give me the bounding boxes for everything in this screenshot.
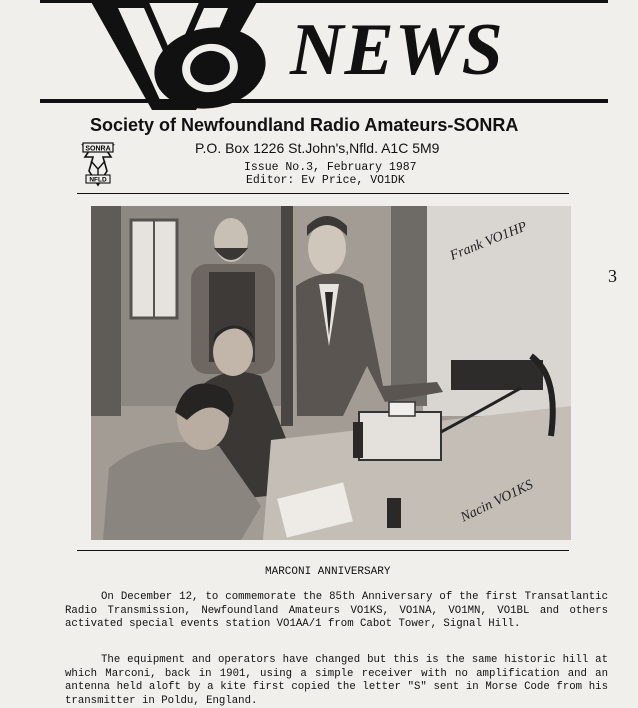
paragraph-1-text: On December 12, to commemorate the 85th Anniversary of the first Transatlantic Radio Transmission, Newfoundland Amateurs VO1KS, VO1NA, VO1MN, VO1BL and others activated special events station VO1AA/1 from Cabot Tower, Signal Hill. xyxy=(65,591,608,630)
vo-logo xyxy=(88,0,278,112)
badge-bottom-label: NFLD xyxy=(89,176,107,184)
photo-rule xyxy=(77,550,569,551)
paragraph-2-text: The equipment and operators have changed but this is the same historic hill at which Marconi, back in 1901, using a simple receiver with no amplification and an antenna held aloft by a kite first copied the letter "S" sent in Morse Code from his transmitter in Poldu, England. xyxy=(65,654,608,707)
signature-bottom: Nacin VO1KS xyxy=(458,477,536,526)
article-paragraph-1 xyxy=(65,591,608,632)
mailing-address: P.O. Box 1226 St.John's,Nfld. A1C 5M9 xyxy=(195,140,440,156)
article-paragraph-2 xyxy=(65,654,608,708)
editor-line: Editor: Ev Price, VO1DK xyxy=(246,174,405,187)
masthead-rule xyxy=(40,99,608,103)
photo-operators xyxy=(91,206,571,540)
photo-image xyxy=(91,206,571,540)
society-name: Society of Newfoundland Radio Amateurs-SONRA xyxy=(90,115,519,135)
masthead-title: NEWS xyxy=(290,9,504,91)
issue-line: Issue No.3, February 1987 xyxy=(244,161,417,174)
page-mark: 3 xyxy=(608,266,617,286)
article-headline: MARCONI ANNIVERSARY xyxy=(265,566,391,578)
signature-top: Frank VO1HP xyxy=(447,219,530,264)
badge-top-label: SONRA xyxy=(85,145,111,153)
header-rule xyxy=(77,193,569,194)
sonra-badge-icon xyxy=(77,141,119,189)
